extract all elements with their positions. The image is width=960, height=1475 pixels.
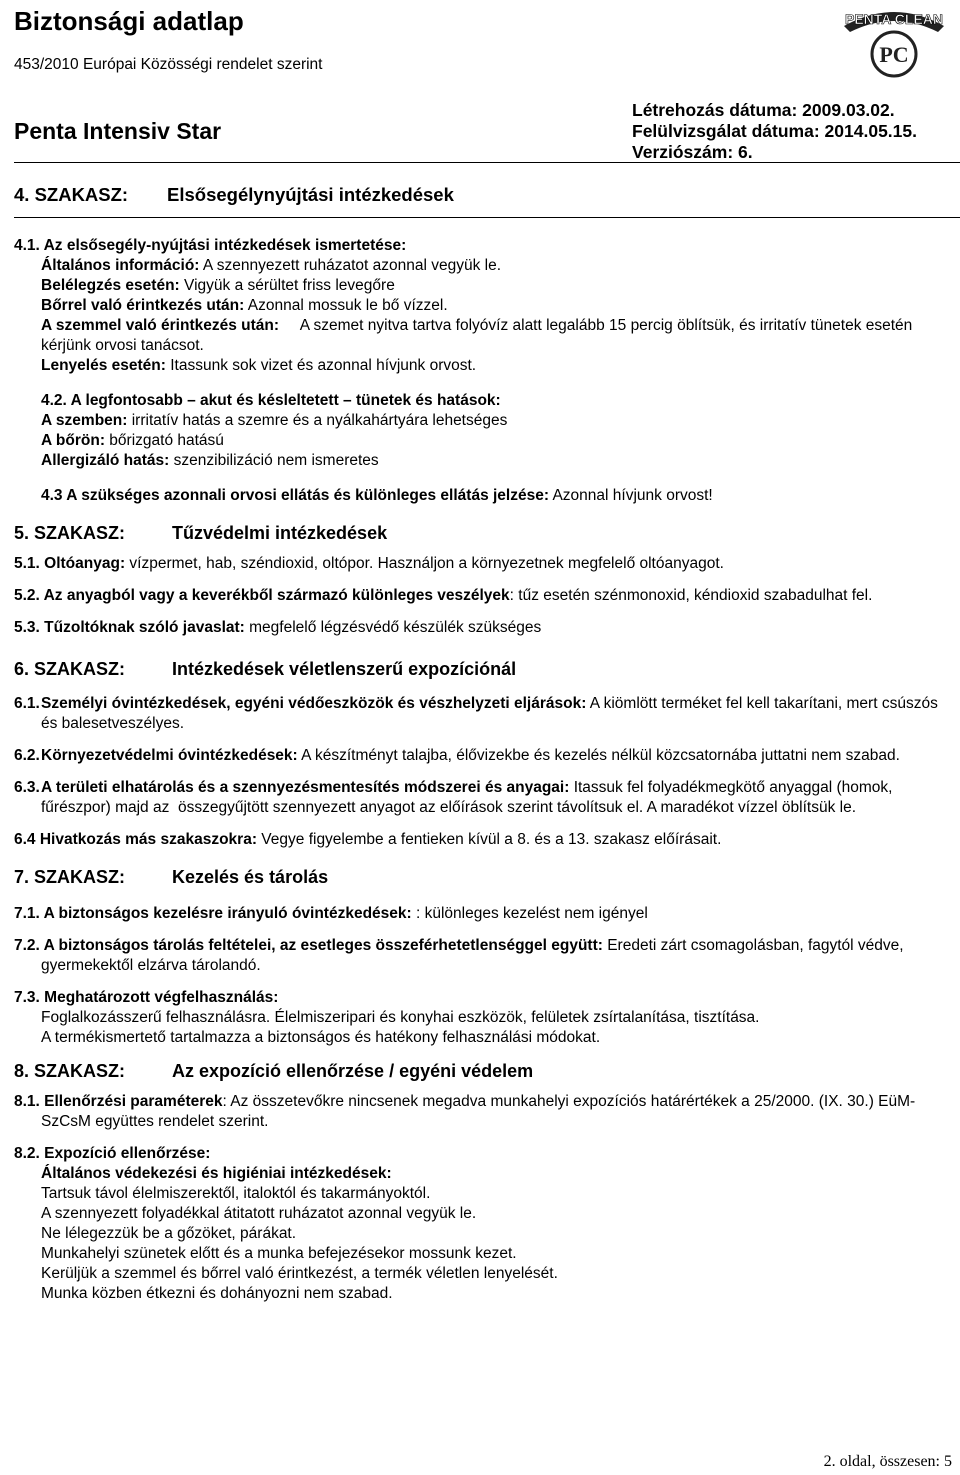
product-name: Penta Intensiv Star: [14, 118, 222, 144]
created-date: Létrehozás dátuma: 2009.03.02.: [632, 100, 895, 120]
penta-clean-logo: [838, 2, 950, 80]
document-header: [0, 0, 960, 165]
page-number: 2. oldal, összesen: 5: [823, 1453, 952, 1470]
section-6-2: 6.2. Környezetvédelmi óvintézkedések: A készítményt talajba, élővizekbe és kezelés nélkül közcsatornába juttatni nem szabad.: [14, 747, 900, 764]
document-dates: [632, 100, 917, 163]
section-4-2: [14, 391, 948, 471]
section-7-1: 7.1. A biztonságos kezelésre irányuló óvintézkedések: : különleges kezelést nem igényel: [14, 905, 648, 922]
first-aid-eye: A szemmel való érintkezés után: A szemet nyitva tartva folyóvíz alatt legalább 15 percig öblítsük, és irritatív tünetek esetén kérjünk orvosi tanácsot.: [41, 317, 917, 354]
first-aid-inhalation: Belélegzés esetén: Vigyük a sérültet friss levegőre: [41, 277, 395, 294]
section-8-1: 8.1. Ellenőrzési paraméterek: Az összetevőkre nincsenek megadva munkahelyi expozíciós határértékek a 25/2000. (IX. 30.) EüM-SzCsM együttes rendelet szerint.: [14, 1093, 916, 1130]
section-4-heading: 4. SZAKASZ: Elsősegélynyújtási intézkedések: [14, 184, 454, 205]
logo-wordmark: PENTA CLEAN: [845, 11, 943, 27]
section-4-1-heading: 4.1. Az elsősegély-nyújtási intézkedések ismertetése:: [14, 237, 407, 254]
section-5-3: 5.3. Tűzoltóknak szóló javaslat: megfelelő légzésvédő készülék szükséges: [14, 619, 542, 636]
section-6-heading: 6. SZAKASZ: Intézkedések véletlenszerű expozíciónál: [14, 659, 517, 679]
section-6-3: 6.3. A területi elhatárolás és a szennyezésmentesítés módszerei és anyagai: Itassuk fel folyadékmegkötő anyaggal (homok, fűrészpor) majd az összegyűjtött szennyezett anyagot az előírások szerint távolítsuk el. A maradékot vízzel öblítsük le.: [14, 779, 897, 816]
symptom-eye: A szemben: irritatív hatás a szemre és a nyálkahártyára lehetséges: [41, 412, 508, 429]
revised-date: Felülvizsgálat dátuma: 2014.05.15.: [632, 121, 917, 141]
version-number: Verziószám: 6.: [632, 142, 753, 162]
section-4-3: 4.3 A szükséges azonnali orvosi ellátás és különleges ellátás jelzése: Azonnal hívjunk orvost!: [41, 487, 713, 504]
section-6-1: 6.1. Személyi óvintézkedések, egyéni védőeszközök és vészhelyzeti eljárások: A kiömlött terméket fel kell takarítani, mert csúszós és balesetveszélyes.: [14, 695, 938, 732]
section-5-2: 5.2. Az anyagból vagy a keverékből származó különleges veszélyek: tűz esetén szénmonoxid, kéndioxid szabadulhat fel.: [14, 587, 873, 604]
regulation-reference: 453/2010 Európai Közösségi rendelet szerint: [14, 56, 323, 73]
document-title: Biztonsági adatlap: [14, 6, 244, 36]
symptom-allergy: Allergizáló hatás: szenzibilizáció nem ismeretes: [41, 452, 379, 469]
list-item: Tartsuk távol élelmiszerektől, italoktól és takarmányoktól.: [41, 1185, 431, 1202]
section-7-3: 7.3. Meghatározott végfelhasználás: Foglalkozásszerű felhasználásra. Élelmiszeripari és konyhai eszközök, felületek zsírtalanítása, tisztítása. A termékismertető tartalmazza a biztonságos és hatékony felhasználási módokat.: [14, 989, 760, 1046]
section-4-1: [14, 236, 948, 376]
list-item: Ne lélegezzük be a gőzöket, párákat.: [41, 1225, 297, 1242]
section-8-2: 8.2. Expozíció ellenőrzése: Általános védekezési és higiéniai intézkedések: Tartsuk távol élelmiszerektől, italoktól és takarmányoktól. A szennyezett folyadékkal átitatott ruházatot azonnal vegyük le. Ne lélegezzük be a gőzöket, párákat. Munkahelyi szünetek előtt és a munka befejezésekor mossunk kezet. Kerüljük a szemmel és bőrrel való érintkezést, a termék véletlen lenyelését. Munka közben étkezni és dohányozni nem szabad.: [14, 1144, 948, 1304]
document-body: [14, 236, 948, 1304]
section-8-heading: 8. SZAKASZ: Az expozíció ellenőrzése / egyéni védelem: [14, 1061, 534, 1081]
list-item: Munka közben étkezni és dohányozni nem szabad.: [41, 1285, 393, 1302]
section-5-heading: 5. SZAKASZ: Tűzvédelmi intézkedések: [14, 523, 388, 543]
list-item: Kerüljük a szemmel és bőrrel való érintkezést, a termék véletlen lenyelését.: [41, 1265, 558, 1282]
symptom-skin: A bőrön: bőrizgató hatású: [41, 432, 224, 449]
list-item: A szennyezett folyadékkal átitatott ruházatot azonnal vegyük le.: [41, 1205, 477, 1222]
section-divider: [14, 217, 960, 218]
section-4-2-heading: 4.2. A legfontosabb – akut és késleltetett – tünetek és hatások:: [41, 392, 501, 409]
first-aid-skin: Bőrrel való érintkezés után: Azonnal mossuk le bő vízzel.: [41, 297, 448, 314]
logo-monogram: PC: [879, 42, 909, 67]
section-5-1: 5.1. Oltóanyag: vízpermet, hab, széndioxid, oltópor. Használjon a környezetnek megfelelő oltóanyagot.: [14, 555, 724, 572]
section-7-2: 7.2. A biztonságos tárolás feltételei, az esetleges összeférhetetlenséggel együtt: Eredeti zárt csomagolásban, fagytól védve, gyermekektől elzárva tárolandó.: [14, 937, 904, 974]
first-aid-ingestion: Lenyelés esetén: Itassunk sok vizet és azonnal hívjunk orvost.: [41, 357, 477, 374]
header-divider: [14, 162, 960, 163]
section-7-heading: 7. SZAKASZ: Kezelés és tárolás: [14, 867, 329, 887]
list-item: Munkahelyi szünetek előtt és a munka befejezésekor mossunk kezet.: [41, 1245, 517, 1262]
first-aid-general: Általános információ: A szennyezett ruházatot azonnal vegyük le.: [41, 257, 502, 274]
section-6-4: 6.4 Hivatkozás más szakaszokra: Vegye figyelembe a fentieken kívül a 8. és a 13. szakasz előírásait.: [14, 831, 722, 848]
